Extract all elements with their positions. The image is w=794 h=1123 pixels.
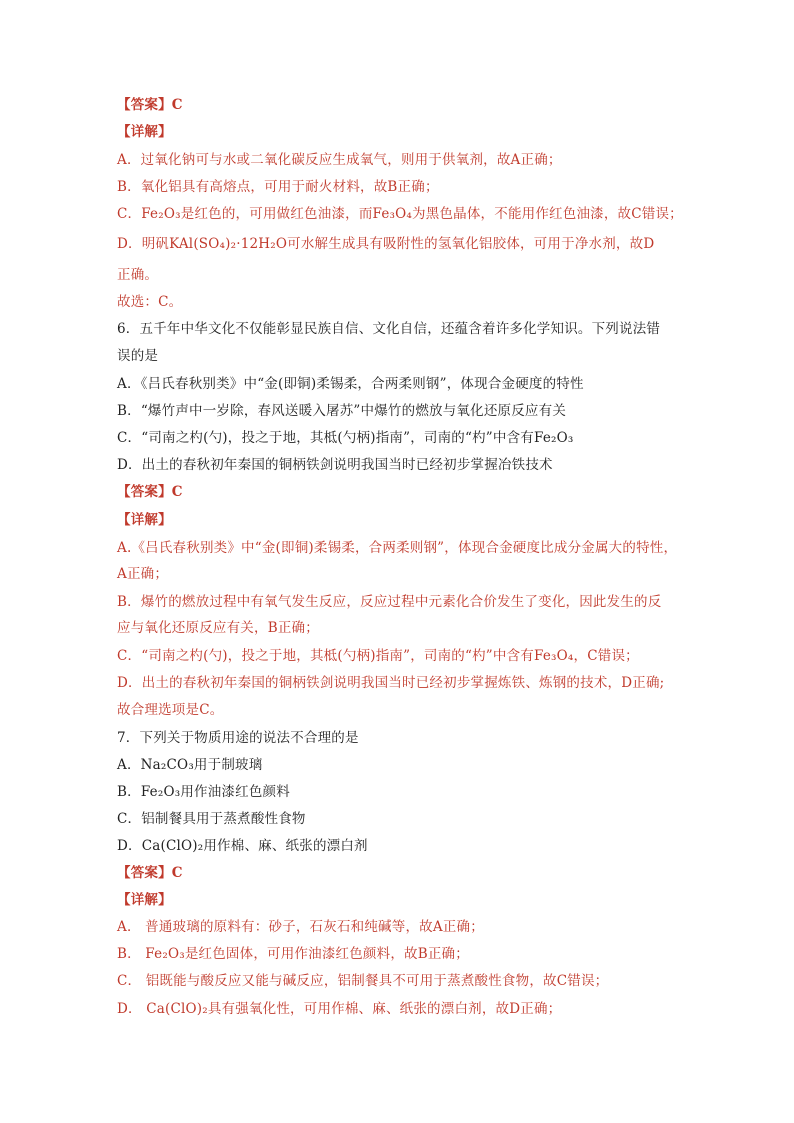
option-a: A．《吕氏春秋别类》中“金(即铜)柔锡柔，合两柔则钢”，体现合金硬度的特性 <box>117 376 584 392</box>
explain-line: 故合理选项是C。 <box>117 702 224 718</box>
explain-line: C．Fe₂O₃是红色的，可用做红色油漆，而Fe₃O₄为黑色晶体，不能用作红色油漆，故C错误； <box>117 206 683 222</box>
explain-line: B．爆竹的燃放过程中有氧气发生反应，反应过程中元素化合价发生了变化，因此发生的反 <box>117 594 662 610</box>
detail-label: 【详解】 <box>117 512 172 528</box>
option-b: B．“爆竹声中一岁除，春风送暖入屠苏”中爆竹的燃放与氧化还原反应有关 <box>117 403 567 419</box>
explain-line: B．氧化铝具有高熔点，可用于耐火材料，故B正确； <box>117 179 439 195</box>
answer-label: 【答案】C <box>117 97 183 113</box>
explain-line: 应与氧化还原反应有关，B正确； <box>117 620 319 636</box>
explain-line: D．出土的春秋初年秦国的铜柄铁剑说明我国当时已经初步掌握炼铁、炼钢的技术，D正确; <box>117 675 665 691</box>
explain-line: C．“司南之杓(勺)，投之于地，其柢(勺柄)指南”，司南的“杓”中含有Fe₃O₄，C错误； <box>117 648 639 664</box>
option-a: A．Na₂CO₃用于制玻璃 <box>117 757 263 773</box>
answer-label: 【答案】C <box>117 484 183 500</box>
answer-label: 【答案】C <box>117 865 183 881</box>
option-d: D．Ca(ClO)₂用作棉、麻、纸张的漂白剂 <box>117 838 368 854</box>
detail-label: 【详解】 <box>117 892 172 908</box>
option-d: D．出土的春秋初年秦国的铜柄铁剑说明我国当时已经初步掌握冶铁技术 <box>117 457 553 473</box>
question-stem: 6．五千年中华文化不仅能彰显民族自信、文化自信，还蕴含着许多化学知识。下列说法错 <box>117 321 661 337</box>
explain-line: B． Fe₂O₃是红色固体，可用作油漆红色颜料，故B正确； <box>117 946 469 962</box>
question-stem: 7．下列关于物质用途的说法不合理的是 <box>117 730 359 746</box>
explain-line: D． Ca(ClO)₂具有强氧化性，可用作棉、麻、纸张的漂白剂，故D正确； <box>117 1001 562 1017</box>
explain-line: A． 普通玻璃的原料有：砂子，石灰石和纯碱等，故A正确； <box>117 919 484 935</box>
option-b: B．Fe₂O₃用作油漆红色颜料 <box>117 784 290 800</box>
detail-label: 【详解】 <box>117 124 172 140</box>
option-c: C．“司南之杓(勺)，投之于地，其柢(勺柄)指南”，司南的“杓”中含有Fe₂O₃ <box>117 430 574 446</box>
explain-line: 正确。 <box>117 267 159 283</box>
explain-line: D．明矾KAl(SO₄)₂·12H₂O可水解生成具有吸附性的氢氧化铝胶体，可用于净水剂，故D <box>117 236 655 252</box>
explain-line: A正确； <box>117 566 169 582</box>
explain-line: A．过氧化钠可与水或二氧化碳反应生成氧气，则用于供氧剂，故A正确； <box>117 152 562 168</box>
option-c: C．铝制餐具用于蒸煮酸性食物 <box>117 811 306 827</box>
question-stem: 误的是 <box>117 348 159 364</box>
explain-line: 故选：C。 <box>117 294 183 310</box>
explain-line: A.《吕氏春秋别类》中“金(即铜)柔锡柔，合两柔则钢”，体现合金硬度比成分金属大的特性， <box>117 540 678 556</box>
explain-line: C． 铝既能与酸反应又能与碱反应，铝制餐具不可用于蒸煮酸性食物，故C错误； <box>117 973 609 989</box>
